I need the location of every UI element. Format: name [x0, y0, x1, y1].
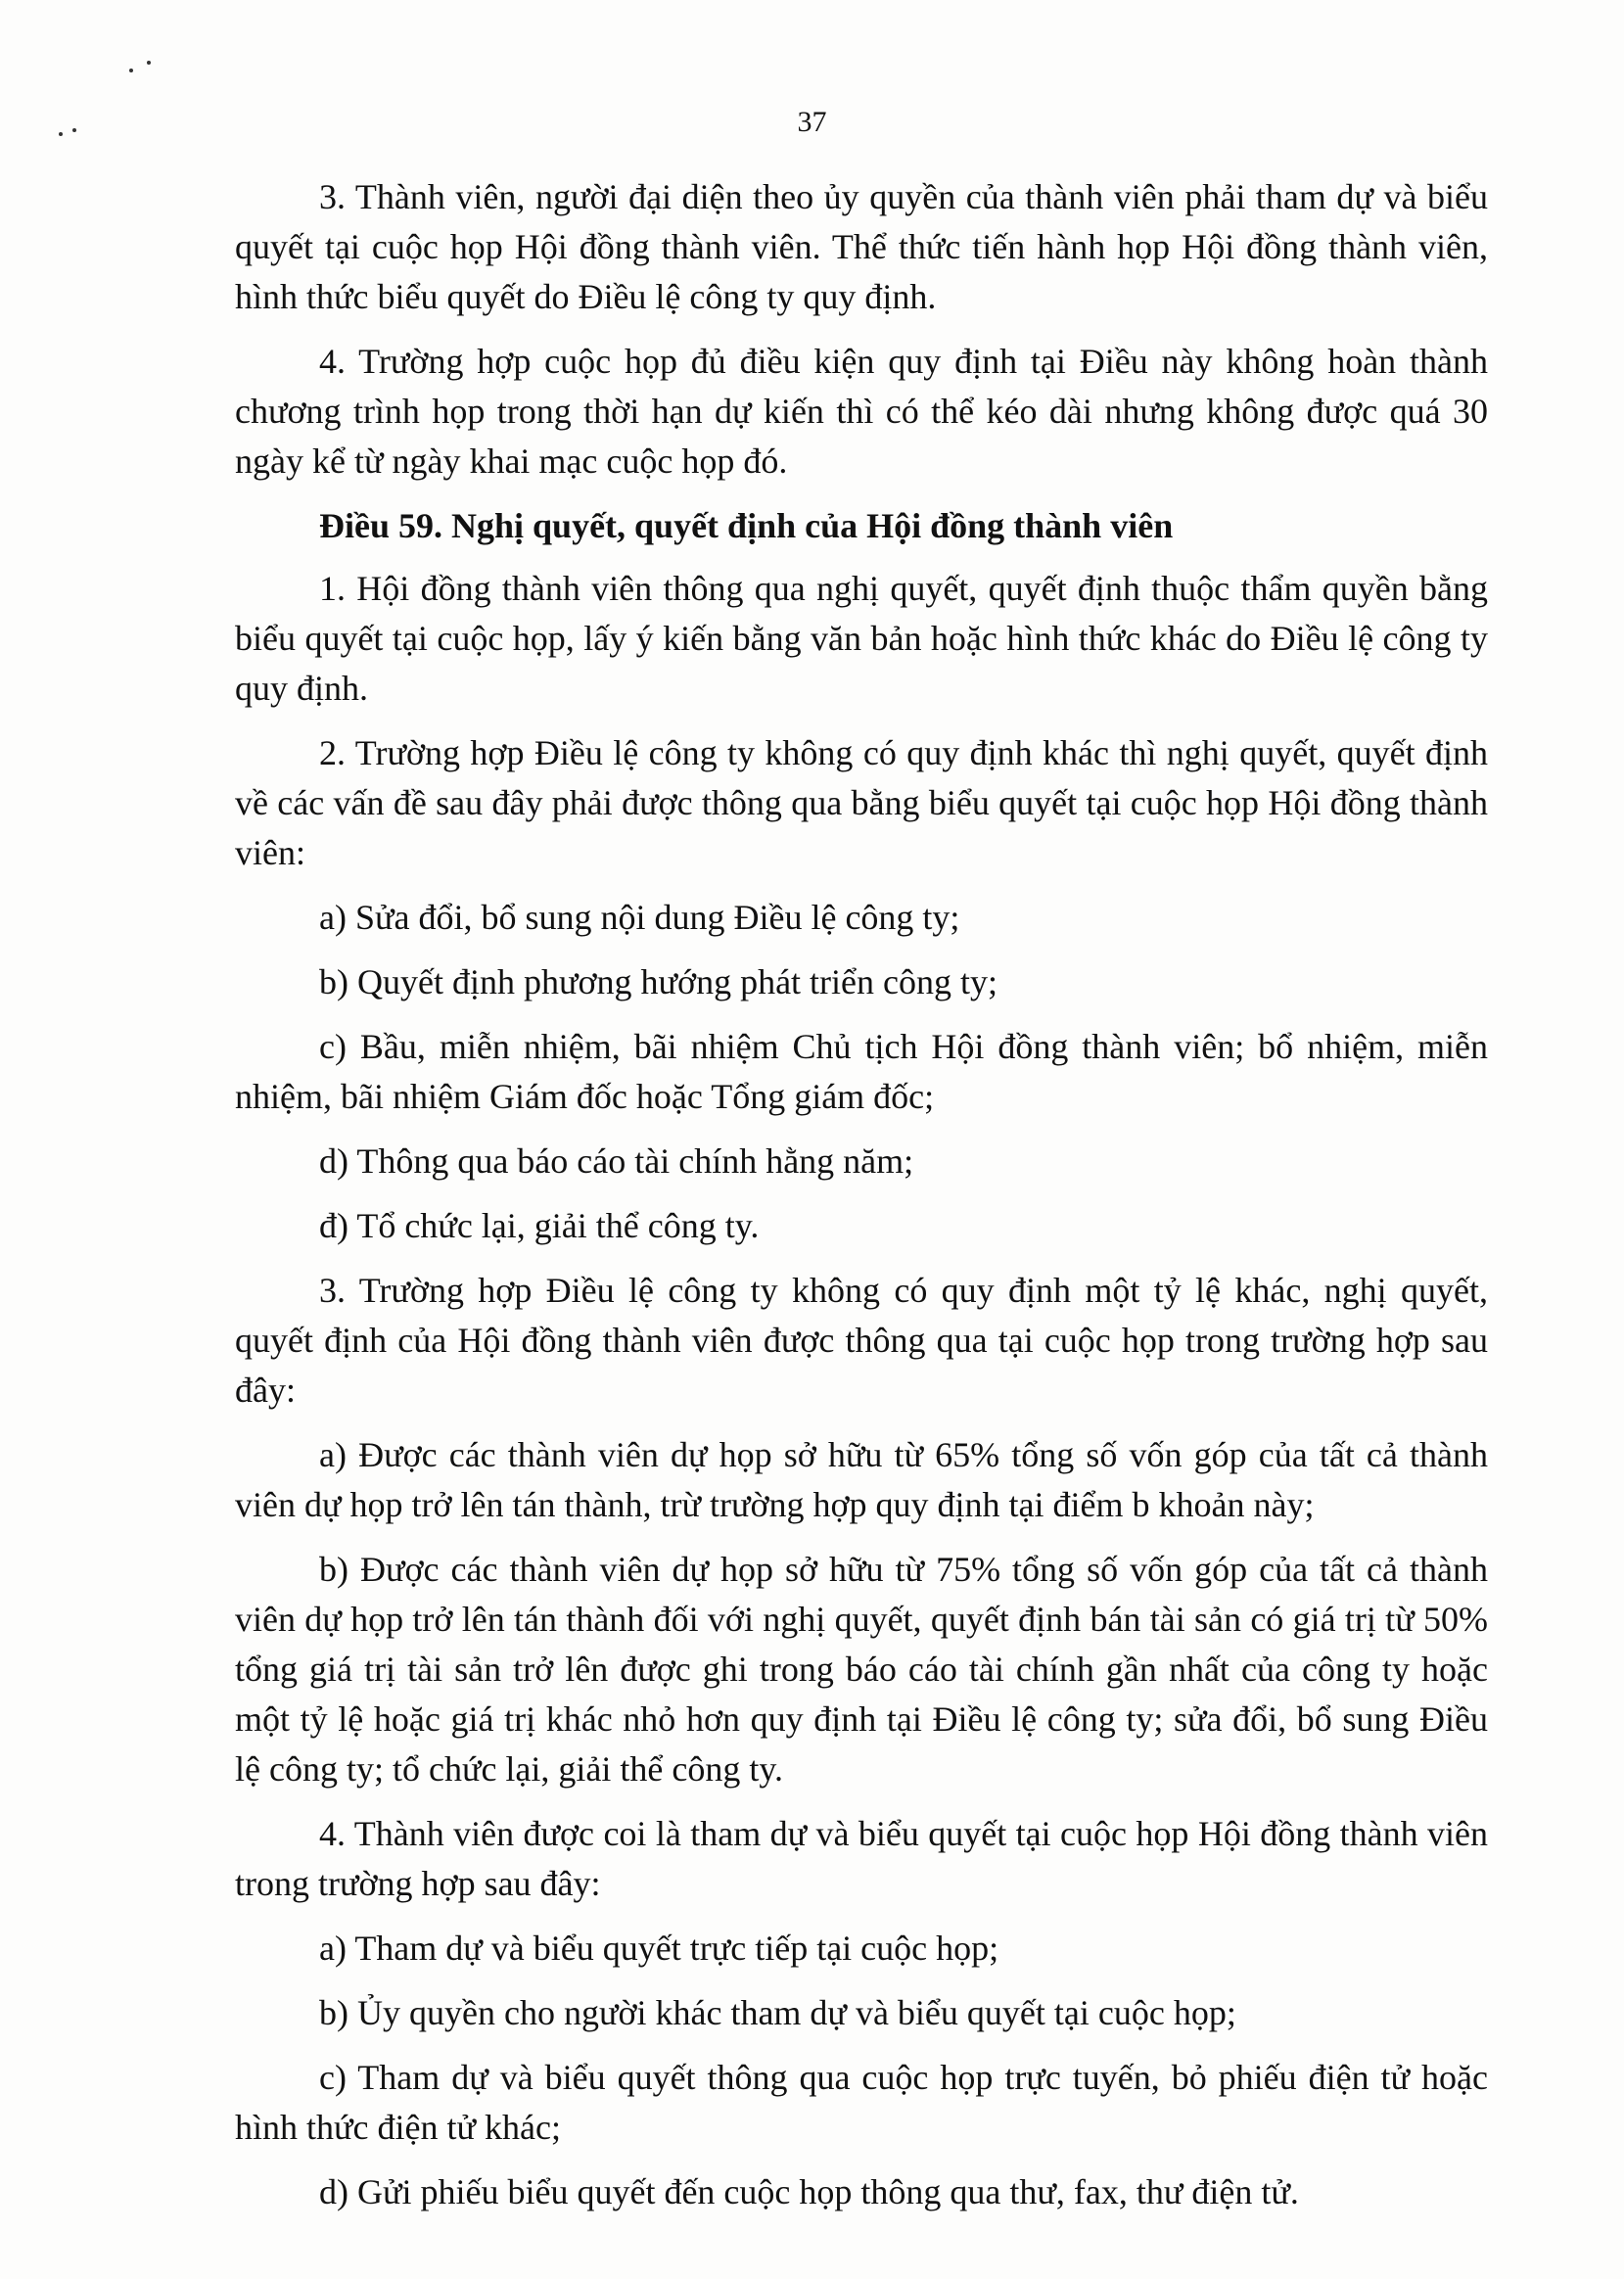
- clause-3-item: b) Được các thành viên dự họp sở hữu từ 75% tổng số vốn góp của tất cả thành viên dự họp trở lên tán thành đối với nghị quyết, quyết định bán tài sản có giá trị từ 50% tổng giá trị tài sản trở lên được ghi trong báo cáo tài chính gần nhất của công ty hoặc một tỷ lệ hoặc giá trị khác nhỏ hơn quy định tại Điều lệ công ty; sửa đổi, bổ sung Điều lệ công ty; tổ chức lại, giải thể công ty.: [235, 1550, 1488, 1789]
- clause-2-item: đ) Tổ chức lại, giải thể công ty.: [319, 1206, 760, 1245]
- clause-2-intro: 2. Trường hợp Điều lệ công ty không có quy định khác thì nghị quyết, quyết định về các vấn đề sau đây phải được thông qua bằng biểu quyết tại cuộc họp Hội đồng thành viên:: [235, 733, 1488, 872]
- clause-3-item: a) Được các thành viên dự họp sở hữu từ 65% tổng số vốn góp của tất cả thành viên dự họp trở lên tán thành, trừ trường hợp quy định tại điểm b khoản này;: [235, 1435, 1488, 1524]
- clause-4-item: d) Gửi phiếu biểu quyết đến cuộc họp thông qua thư, fax, thư điện tử.: [319, 2172, 1299, 2211]
- clause-1: 1. Hội đồng thành viên thông qua nghị quyết, quyết định thuộc thẩm quyền bằng biểu quyết tại cuộc họp, lấy ý kiến bằng văn bản hoặc hình thức khác do Điều lệ công ty quy định.: [235, 569, 1488, 708]
- clause-2-item: d) Thông qua báo cáo tài chính hằng năm;: [319, 1141, 914, 1181]
- clause-4-intro: 4. Thành viên được coi là tham dự và biểu quyết tại cuộc họp Hội đồng thành viên trong trường hợp sau đây:: [235, 1814, 1488, 1903]
- scan-speck: [147, 61, 151, 65]
- article-heading: Điều 59. Nghị quyết, quyết định của Hội đồng thành viên: [319, 506, 1174, 545]
- clause-2-item: c) Bầu, miễn nhiệm, bãi nhiệm Chủ tịch Hội đồng thành viên; bổ nhiệm, miễn nhiệm, bãi nhiệm Giám đốc hoặc Tổng giám đốc;: [235, 1027, 1488, 1116]
- paragraph-clause-3: 3. Thành viên, người đại diện theo ủy quyền của thành viên phải tham dự và biểu quyết tại cuộc họp Hội đồng thành viên. Thể thức tiến hành họp Hội đồng thành viên, hình thức biểu quyết do Điều lệ công ty quy định.: [235, 177, 1488, 316]
- clause-4-item: c) Tham dự và biểu quyết thông qua cuộc họp trực tuyến, bỏ phiếu điện tử hoặc hình thức điện tử khác;: [235, 2058, 1488, 2147]
- document-body: [235, 172, 1488, 2232]
- clause-3-intro: 3. Trường hợp Điều lệ công ty không có quy định một tỷ lệ khác, nghị quyết, quyết định của Hội đồng thành viên được thông qua tại cuộc họp trong trường hợp sau đây:: [235, 1271, 1488, 1410]
- page-number: 37: [797, 106, 827, 138]
- clause-4-item: a) Tham dự và biểu quyết trực tiếp tại cuộc họp;: [319, 1929, 999, 1968]
- clause-4-item: b) Ủy quyền cho người khác tham dự và biểu quyết tại cuộc họp;: [319, 1993, 1236, 2032]
- clause-2-item: b) Quyết định phương hướng phát triển công ty;: [319, 962, 998, 1001]
- clause-2-item: a) Sửa đổi, bổ sung nội dung Điều lệ công ty;: [319, 898, 960, 937]
- paragraph-clause-4: 4. Trường hợp cuộc họp đủ điều kiện quy định tại Điều này không hoàn thành chương trình họp trong thời hạn dự kiến thì có thể kéo dài nhưng không được quá 30 ngày kể từ ngày khai mạc cuộc họp đó.: [235, 342, 1488, 481]
- scan-speck: [129, 69, 133, 72]
